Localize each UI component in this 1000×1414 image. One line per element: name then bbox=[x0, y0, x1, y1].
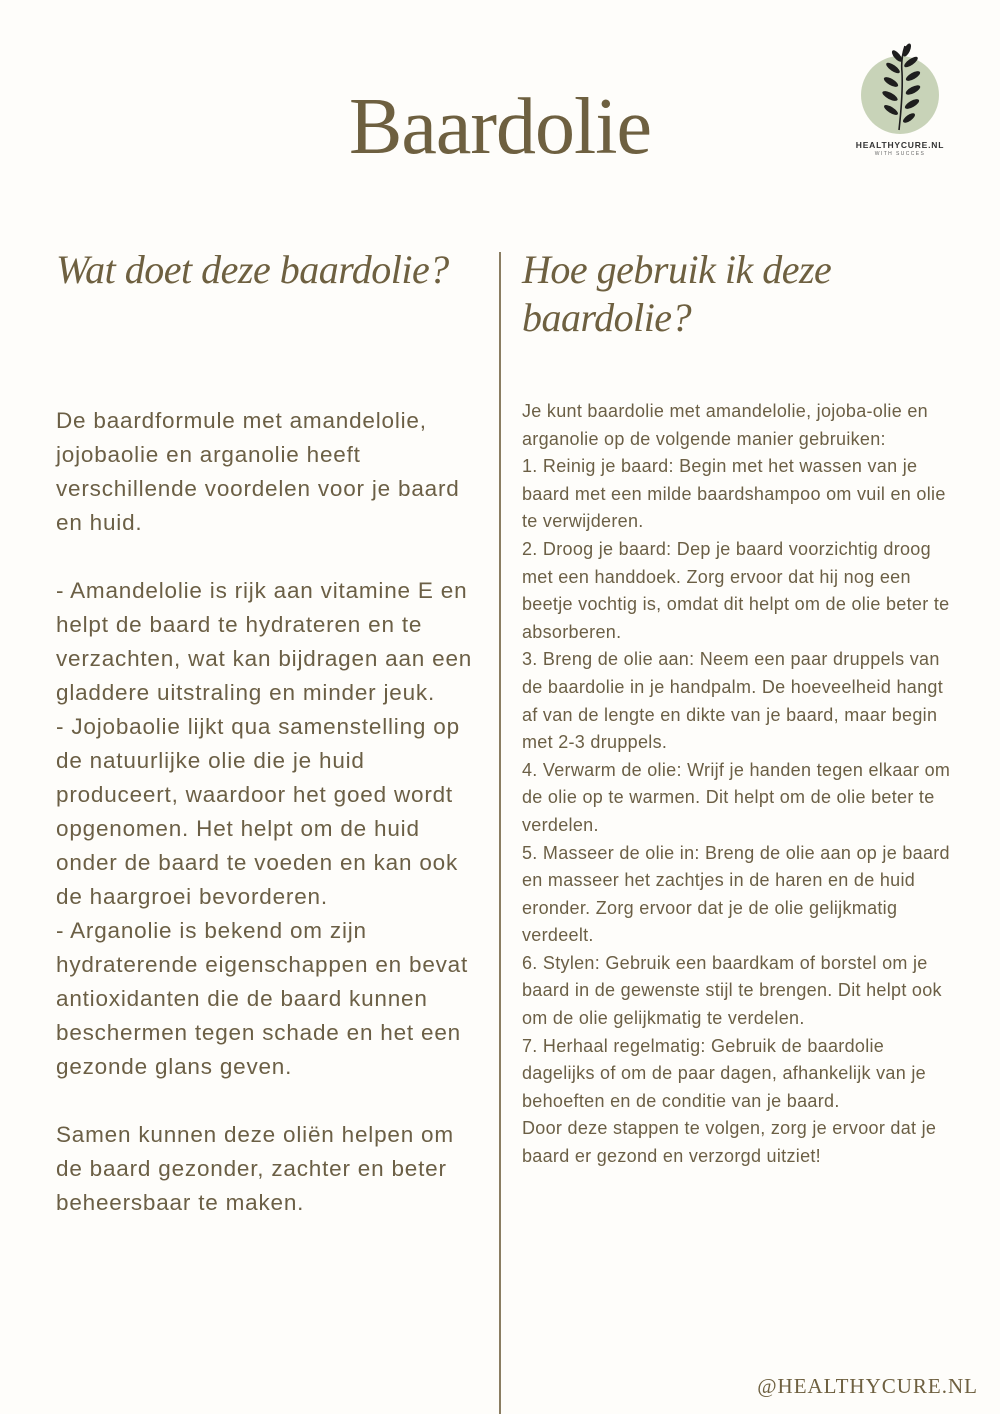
usage-step: 7. Herhaal regelmatig: Gebruik de baardolie dagelijks of om de paar dagen, afhankelijk van je behoeften en de conditie van je baard. bbox=[522, 1035, 926, 1111]
logo-tagline: WITH SUCCES bbox=[874, 151, 926, 157]
social-handle: @HEALTHYCURE.NL bbox=[757, 1374, 978, 1398]
benefit-item: - Amandelolie is rijk aan vitamine E en helpt de baard te hydrateren en te verzachten, wat kan bijdragen aan een gladdere uitstraling en minder jeuk. bbox=[56, 578, 473, 705]
paragraph-gap bbox=[56, 1084, 481, 1118]
column-divider bbox=[499, 252, 501, 1414]
paragraph-gap bbox=[56, 540, 481, 574]
logo-circle bbox=[861, 56, 939, 134]
usage-step: 2. Droog je baard: Dep je baard voorzichtig droog met een handdoek. Zorg ervoor dat hij nog een beetje vochtig is, omdat dit helpt om de olie beter te absorberen. bbox=[522, 538, 950, 642]
benefit-item: - Arganolie is bekend om zijn hydraterende eigenschappen en bevat antioxidanten die de baard kunnen beschermen tegen schade en het een gezonde glans geven. bbox=[56, 918, 469, 1079]
usage-step: 5. Masseer de olie in: Breng de olie aan op je baard en masseer het zachtjes in de haren en de huid eronder. Zorg ervoor dat je de olie gelijkmatig verdeelt. bbox=[522, 842, 950, 946]
right-heading: Hoe gebruik ik deze baardolie? bbox=[522, 247, 832, 340]
left-heading: Wat doet deze baardolie? bbox=[56, 247, 449, 292]
usage-step: 6. Stylen: Gebruik een baardkam of borstel om je baard in de gewenste stijl te brengen. Dit helpt ook om de olie gelijkmatig te verdelen. bbox=[522, 952, 942, 1029]
usage-column bbox=[522, 398, 952, 1171]
brand-logo bbox=[838, 44, 962, 157]
usage-step: 4. Verwarm de olie: Wrijf je handen tegen elkaar om de olie op te warmen. Dit helpt om de olie beter te verdelen. bbox=[522, 759, 951, 835]
benefits-conclusion: Samen kunnen deze oliën helpen om de baard gezonder, zachter en beter beheersbaar te maken. bbox=[56, 1122, 454, 1215]
benefits-column bbox=[56, 404, 481, 1220]
usage-closing: Door deze stappen te volgen, zorg je ervoor dat je baard er gezond en verzorgd uitziet! bbox=[522, 1118, 937, 1167]
leaf-branch-icon bbox=[859, 42, 941, 134]
benefits-intro: De baardformule met amandelolie, jojobaolie en arganolie heeft verschillende voordelen voor je baard en huid. bbox=[56, 408, 460, 535]
usage-intro: Je kunt baardolie met amandelolie, jojoba-olie en arganolie op de volgende manier gebruiken: bbox=[522, 401, 928, 449]
usage-step: 1. Reinig je baard: Begin met het wassen van je baard met een milde baardshampoo om vuil en olie te verwijderen. bbox=[522, 456, 946, 532]
benefit-item: - Jojobaolie lijkt qua samenstelling op de natuurlijke olie die je huid produceert, waardoor het goed wordt opgenomen. Het helpt om de huid onder de baard te voeden en kan ook de haargroei bevorderen. bbox=[56, 714, 460, 909]
usage-step: 3. Breng de olie aan: Neem een paar druppels van de baardolie in je handpalm. De hoeveelheid hangt af van de lengte en dikte van je baard, maar begin met 2-3 druppels. bbox=[522, 649, 944, 753]
logo-name: HEALTHYCURE.NL bbox=[855, 140, 945, 150]
page-title: Baardolie bbox=[349, 83, 651, 171]
